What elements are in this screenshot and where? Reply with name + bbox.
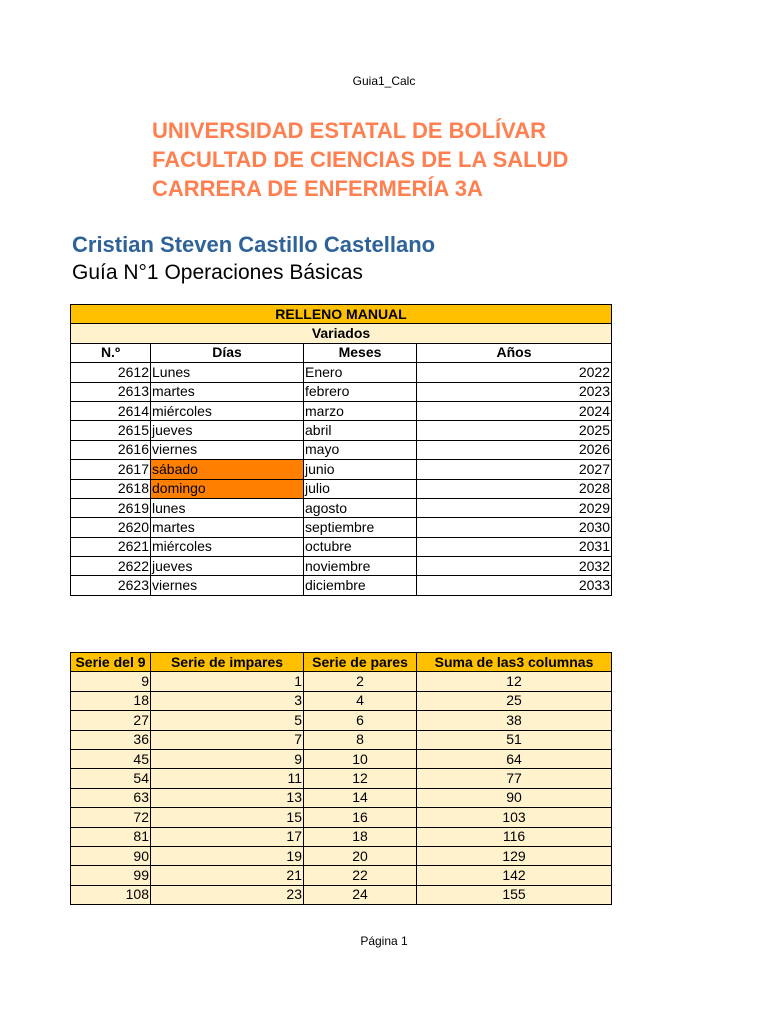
number-cell: 2623 — [71, 576, 151, 595]
sum-cell: 77 — [417, 769, 612, 788]
number-cell: 2616 — [71, 440, 151, 459]
day-cell: viernes — [151, 576, 304, 595]
table-row — [71, 460, 612, 479]
odd-series-cell: 7 — [151, 730, 304, 749]
sum-cell: 103 — [417, 808, 612, 827]
year-cell: 2023 — [417, 382, 612, 401]
column-header-series-9: Serie del 9 — [71, 653, 151, 672]
table-row — [71, 672, 612, 691]
series-9-cell: 54 — [71, 769, 151, 788]
year-cell: 2033 — [417, 576, 612, 595]
day-cell: viernes — [151, 440, 304, 459]
year-cell: 2027 — [417, 460, 612, 479]
year-cell: 2029 — [417, 498, 612, 517]
table-row — [71, 846, 612, 865]
odd-series-cell: 1 — [151, 672, 304, 691]
table-row — [71, 518, 612, 537]
odd-series-cell: 17 — [151, 827, 304, 846]
even-series-cell: 10 — [304, 749, 417, 768]
month-cell: julio — [304, 479, 417, 498]
day-cell: sábado — [151, 460, 304, 479]
number-cell: 2619 — [71, 498, 151, 517]
table-row — [71, 382, 612, 401]
table-row — [71, 730, 612, 749]
year-cell: 2025 — [417, 421, 612, 440]
column-header-months: Meses — [304, 343, 417, 362]
table-title: RELLENO MANUAL — [71, 305, 612, 324]
number-cell: 2615 — [71, 421, 151, 440]
table-subtitle: Variados — [71, 324, 612, 343]
table-row — [71, 769, 612, 788]
student-name: Cristian Steven Castillo Castellano — [72, 232, 436, 257]
series-9-cell: 72 — [71, 808, 151, 827]
table-row — [71, 498, 612, 517]
institution-block — [152, 116, 568, 203]
even-series-cell: 20 — [304, 846, 417, 865]
sum-cell: 155 — [417, 885, 612, 904]
number-cell: 2618 — [71, 479, 151, 498]
number-cell: 2614 — [71, 401, 151, 420]
number-cell: 2613 — [71, 382, 151, 401]
series-9-cell: 9 — [71, 672, 151, 691]
table-row — [71, 401, 612, 420]
even-series-cell: 14 — [304, 788, 417, 807]
number-cell: 2621 — [71, 537, 151, 556]
sum-cell: 90 — [417, 788, 612, 807]
year-cell: 2031 — [417, 537, 612, 556]
month-cell: abril — [304, 421, 417, 440]
series-9-cell: 63 — [71, 788, 151, 807]
sum-cell: 25 — [417, 691, 612, 710]
number-cell: 2620 — [71, 518, 151, 537]
month-cell: octubre — [304, 537, 417, 556]
month-cell: agosto — [304, 498, 417, 517]
month-cell: junio — [304, 460, 417, 479]
sum-cell: 38 — [417, 711, 612, 730]
year-cell: 2032 — [417, 557, 612, 576]
month-cell: diciembre — [304, 576, 417, 595]
year-cell: 2022 — [417, 363, 612, 382]
odd-series-cell: 9 — [151, 749, 304, 768]
number-cell: 2617 — [71, 460, 151, 479]
day-cell: martes — [151, 382, 304, 401]
institution-line: FACULTAD DE CIENCIAS DE LA SALUD — [152, 147, 569, 172]
day-cell: martes — [151, 518, 304, 537]
number-cell: 2622 — [71, 557, 151, 576]
month-cell: Enero — [304, 363, 417, 382]
column-header-years: Años — [417, 343, 612, 362]
sum-cell: 142 — [417, 866, 612, 885]
series-9-cell: 99 — [71, 866, 151, 885]
month-cell: mayo — [304, 440, 417, 459]
day-cell: miércoles — [151, 401, 304, 420]
day-cell: lunes — [151, 498, 304, 517]
table-row — [71, 557, 612, 576]
table-row — [71, 440, 612, 459]
month-cell: septiembre — [304, 518, 417, 537]
year-cell: 2030 — [417, 518, 612, 537]
even-series-cell: 8 — [304, 730, 417, 749]
page-footer: Página 1 — [360, 934, 408, 948]
table-row — [71, 788, 612, 807]
year-cell: 2024 — [417, 401, 612, 420]
number-cell: 2612 — [71, 363, 151, 382]
series-9-cell: 36 — [71, 730, 151, 749]
column-header-number: N.º — [71, 343, 151, 362]
guide-title: Guía N°1 Operaciones Básicas — [72, 261, 363, 284]
series-9-cell: 81 — [71, 827, 151, 846]
table-row — [71, 885, 612, 904]
sum-cell: 51 — [417, 730, 612, 749]
table-row — [71, 479, 612, 498]
series-9-cell: 18 — [71, 691, 151, 710]
sum-cell: 116 — [417, 827, 612, 846]
series-9-cell: 45 — [71, 749, 151, 768]
odd-series-cell: 23 — [151, 885, 304, 904]
day-cell: miércoles — [151, 537, 304, 556]
table-header-row — [71, 343, 612, 362]
month-cell: marzo — [304, 401, 417, 420]
odd-series-cell: 5 — [151, 711, 304, 730]
sum-cell: 129 — [417, 846, 612, 865]
table-header-row — [71, 653, 612, 672]
odd-series-cell: 13 — [151, 788, 304, 807]
table-row — [71, 711, 612, 730]
even-series-cell: 24 — [304, 885, 417, 904]
series-9-cell: 90 — [71, 846, 151, 865]
institution-line: UNIVERSIDAD ESTATAL DE BOLÍVAR — [152, 118, 546, 143]
even-series-cell: 12 — [304, 769, 417, 788]
odd-series-cell: 19 — [151, 846, 304, 865]
even-series-cell: 4 — [304, 691, 417, 710]
odd-series-cell: 21 — [151, 866, 304, 885]
table-row — [71, 866, 612, 885]
even-series-cell: 18 — [304, 827, 417, 846]
column-header-sum: Suma de las3 columnas — [417, 653, 612, 672]
series-9-cell: 27 — [71, 711, 151, 730]
day-cell: domingo — [151, 479, 304, 498]
sum-cell: 64 — [417, 749, 612, 768]
manual-fill-table — [70, 304, 612, 596]
day-cell: jueves — [151, 557, 304, 576]
page-header: Guia1_Calc — [352, 74, 416, 88]
even-series-cell: 2 — [304, 672, 417, 691]
even-series-cell: 16 — [304, 808, 417, 827]
column-header-even-series: Serie de pares — [304, 653, 417, 672]
day-cell: Lunes — [151, 363, 304, 382]
column-header-odd-series: Serie de impares — [151, 653, 304, 672]
day-cell: jueves — [151, 421, 304, 440]
table-row — [71, 537, 612, 556]
month-cell: febrero — [304, 382, 417, 401]
table-row — [71, 691, 612, 710]
table-row — [71, 421, 612, 440]
year-cell: 2026 — [417, 440, 612, 459]
odd-series-cell: 15 — [151, 808, 304, 827]
column-header-days: Días — [151, 343, 304, 362]
sum-cell: 12 — [417, 672, 612, 691]
table-row — [71, 827, 612, 846]
table-row — [71, 363, 612, 382]
series-table — [70, 652, 612, 905]
even-series-cell: 6 — [304, 711, 417, 730]
table-row — [71, 749, 612, 768]
table-row — [71, 808, 612, 827]
institution-line: CARRERA DE ENFERMERÍA 3A — [152, 176, 483, 201]
odd-series-cell: 3 — [151, 691, 304, 710]
series-9-cell: 108 — [71, 885, 151, 904]
year-cell: 2028 — [417, 479, 612, 498]
even-series-cell: 22 — [304, 866, 417, 885]
odd-series-cell: 11 — [151, 769, 304, 788]
month-cell: noviembre — [304, 557, 417, 576]
table-row — [71, 576, 612, 595]
